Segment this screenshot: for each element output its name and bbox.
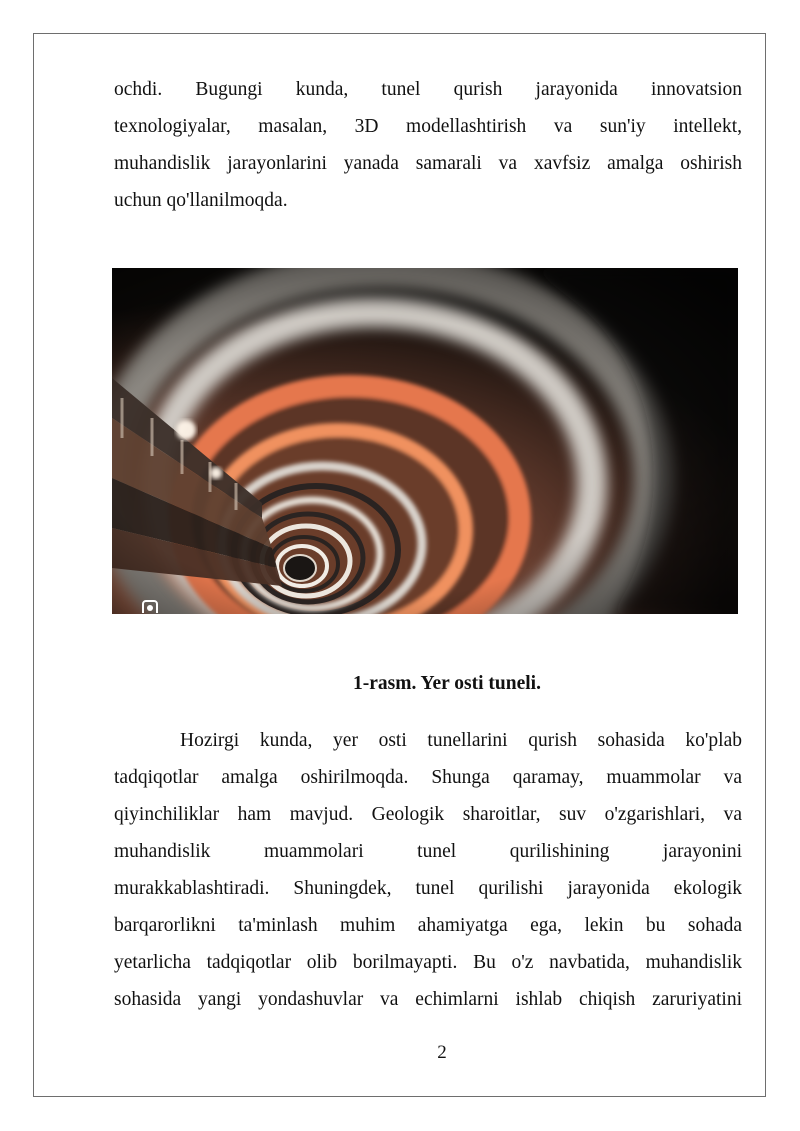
paragraph-2 xyxy=(114,722,742,1018)
tunnel-photo xyxy=(112,268,738,614)
text-line: tadqiqotlar amalga oshirilmoqda. Shunga qaramay, muammolar va xyxy=(114,767,742,788)
tunnel-illustration xyxy=(112,268,738,614)
text-line: sohasida yangi yondashuvlar va echimlarni ishlab chiqish zaruriyatini xyxy=(114,989,742,1010)
text-line: qiyinchiliklar ham mavjud. Geologik sharoitlar, suv o'zgarishlari, va xyxy=(114,804,742,825)
lens-camera-icon xyxy=(140,598,160,614)
text-line: yetarlicha tadqiqotlar olib borilmayapti. Bu o'z navbatida, muhandislik xyxy=(114,952,742,973)
text-line: muhandislik muammolari tunel qurilishining jarayonini xyxy=(114,841,742,862)
text-line: uchun qo'llanilmoqda. xyxy=(114,190,288,211)
text-line: muhandislik jarayonlarini yanada samarali va xavfsiz amalga oshirish xyxy=(114,153,742,174)
figure-caption: 1-rasm. Yer osti tuneli. xyxy=(353,673,541,694)
text-line: barqarorlikni ta'minlash muhim ahamiyatga ega, lekin bu sohada xyxy=(114,915,742,936)
text-line: Hozirgi kunda, yer osti tunellarini qurish sohasida ko'plab xyxy=(180,730,742,751)
text-line: texnologiyalar, masalan, 3D modellashtirish va sun'iy intellekt, xyxy=(114,116,742,137)
page-number: 2 xyxy=(437,1042,447,1063)
paragraph-1 xyxy=(114,71,742,219)
text-line: ochdi. Bugungi kunda, tunel qurish jarayonida innovatsion xyxy=(114,79,742,100)
text-line: murakkablashtiradi. Shuningdek, tunel qurilishi jarayonida ekologik xyxy=(114,878,742,899)
